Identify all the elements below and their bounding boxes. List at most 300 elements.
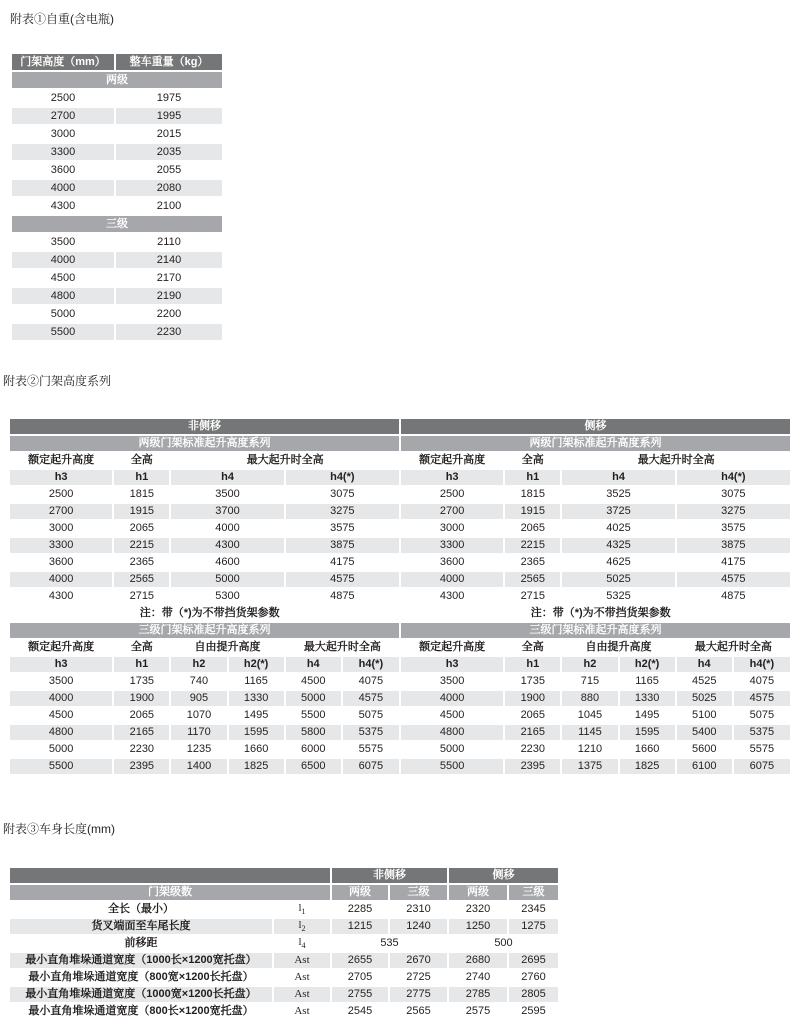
t2-data-cell: 3600 bbox=[400, 554, 504, 571]
table-row bbox=[9, 469, 791, 486]
t1-data-cell: 2015 bbox=[115, 125, 223, 143]
table-row bbox=[9, 605, 791, 622]
t2-section-header-cell: 两级门架标准起升高度系列 bbox=[400, 435, 791, 452]
t2-data-cell: 5025 bbox=[561, 571, 675, 588]
t2-data-cell: 2500 bbox=[9, 486, 113, 503]
table-row bbox=[9, 867, 559, 884]
t2-data-cell: 5325 bbox=[561, 588, 675, 605]
t3-symbol-cell: Ast bbox=[273, 952, 331, 969]
table-row bbox=[11, 143, 223, 161]
t2-data-cell: 1815 bbox=[504, 486, 561, 503]
table-row bbox=[9, 1003, 559, 1020]
table-row bbox=[11, 71, 223, 89]
t3-data-cell: 2775 bbox=[389, 986, 448, 1003]
t2-group-header-cell: 额定起升高度 bbox=[9, 639, 113, 656]
t2-data-cell: 2715 bbox=[113, 588, 170, 605]
t2-group-header-cell: 全高 bbox=[113, 452, 170, 469]
table-row bbox=[9, 622, 791, 639]
t1-data-cell: 2035 bbox=[115, 143, 223, 161]
table-row bbox=[9, 969, 559, 986]
t2-sub-header-cell: h2(*) bbox=[619, 656, 676, 673]
t2-sub-header-cell: h4(*) bbox=[676, 469, 791, 486]
t2-data-cell: 2395 bbox=[113, 758, 170, 775]
t3-data-cell: 1240 bbox=[389, 918, 448, 935]
body-length-table bbox=[8, 866, 560, 1021]
t1-data-cell: 2140 bbox=[115, 251, 223, 269]
t2-data-cell: 5575 bbox=[733, 741, 791, 758]
t3-data-cell: 2545 bbox=[331, 1003, 389, 1020]
t2-data-cell: 1165 bbox=[619, 673, 676, 690]
t2-note-cell: 注：带（*)为不带挡货架参数 bbox=[400, 605, 676, 622]
t2-data-cell: 2215 bbox=[504, 537, 561, 554]
t2-data-cell: 6100 bbox=[676, 758, 733, 775]
t2-data-cell: 3875 bbox=[285, 537, 400, 554]
t1-section-cell: 三级 bbox=[11, 215, 223, 233]
t2-data-cell: 3300 bbox=[9, 537, 113, 554]
t2-sub-header-cell: h3 bbox=[400, 469, 504, 486]
table-row bbox=[11, 215, 223, 233]
t2-data-cell: 3000 bbox=[400, 520, 504, 537]
t1-data-cell: 2055 bbox=[115, 161, 223, 179]
t3-shift-header-cell: 侧移 bbox=[448, 867, 559, 884]
t3-data-cell: 2755 bbox=[331, 986, 389, 1003]
t2-data-cell: 1170 bbox=[170, 724, 227, 741]
table-row bbox=[11, 89, 223, 107]
t2-data-cell: 3525 bbox=[561, 486, 675, 503]
t2-sub-header-cell: h4 bbox=[561, 469, 675, 486]
t2-data-cell: 1735 bbox=[113, 673, 170, 690]
t1-data-cell: 2080 bbox=[115, 179, 223, 197]
t3-data-cell: 2565 bbox=[389, 1003, 448, 1020]
t1-data-cell: 5500 bbox=[11, 323, 115, 341]
t1-data-cell: 1975 bbox=[115, 89, 223, 107]
t2-data-cell: 5000 bbox=[9, 741, 113, 758]
t2-data-cell: 3700 bbox=[170, 503, 284, 520]
t2-data-cell: 740 bbox=[170, 673, 227, 690]
t3-symbol-cell: Ast bbox=[273, 1003, 331, 1020]
t2-data-cell: 5375 bbox=[733, 724, 791, 741]
t1-data-cell: 4500 bbox=[11, 269, 115, 287]
t1-data-cell: 4000 bbox=[11, 179, 115, 197]
t2-sub-header-cell: h3 bbox=[9, 469, 113, 486]
t2-sub-header-cell: h4(*) bbox=[342, 656, 400, 673]
t2-empty-cell bbox=[285, 605, 342, 622]
t1-data-cell: 2700 bbox=[11, 107, 115, 125]
t3-data-cell: 500 bbox=[448, 935, 559, 952]
t2-group-header-cell: 额定起升高度 bbox=[400, 639, 504, 656]
table-row bbox=[9, 452, 791, 469]
table-row bbox=[11, 323, 223, 341]
t2-group-header-cell: 最大起升时全高 bbox=[676, 639, 791, 656]
table2-title: 附表②门架高度系列 bbox=[3, 374, 112, 388]
t3-symbol-cell: Ast bbox=[273, 969, 331, 986]
t3-data-cell: 2785 bbox=[448, 986, 508, 1003]
t1-data-cell: 2110 bbox=[115, 233, 223, 251]
t2-data-cell: 1235 bbox=[170, 741, 227, 758]
t2-data-cell: 4500 bbox=[400, 707, 504, 724]
t2-group-header-cell: 最大起升时全高 bbox=[561, 452, 791, 469]
t3-symbol-cell: $l_4$ bbox=[273, 935, 331, 952]
t3-corner-cell bbox=[9, 867, 331, 884]
t2-group-header-cell: 自由提升高度 bbox=[170, 639, 284, 656]
t3-stage-header-cell: 两级 bbox=[331, 884, 389, 901]
t2-group-header-cell: 全高 bbox=[504, 639, 561, 656]
table-row bbox=[9, 554, 791, 571]
t2-data-cell: 4175 bbox=[676, 554, 791, 571]
t2-data-cell: 4575 bbox=[676, 571, 791, 588]
table-row bbox=[9, 952, 559, 969]
t2-data-cell: 4625 bbox=[561, 554, 675, 571]
table1-title: 附表①自重(含电瓶) bbox=[10, 12, 114, 26]
t2-data-cell: 5025 bbox=[676, 690, 733, 707]
table-row bbox=[11, 269, 223, 287]
t2-group-header-cell: 最大起升时全高 bbox=[285, 639, 400, 656]
t1-data-cell: 1995 bbox=[115, 107, 223, 125]
t2-section-header-cell: 三级门架标准起升高度系列 bbox=[9, 622, 400, 639]
t2-data-cell: 4800 bbox=[9, 724, 113, 741]
t2-empty-cell bbox=[733, 605, 791, 622]
t3-symbol-cell: Ast bbox=[273, 986, 331, 1003]
t3-symbol-cell: $l_1$ bbox=[273, 901, 331, 918]
t2-sub-header-cell: h4(*) bbox=[285, 469, 400, 486]
t2-data-cell: 905 bbox=[170, 690, 227, 707]
t1-data-cell: 4000 bbox=[11, 251, 115, 269]
t2-data-cell: 4000 bbox=[400, 690, 504, 707]
t2-data-cell: 1210 bbox=[561, 741, 618, 758]
t2-section-header-cell: 两级门架标准起升高度系列 bbox=[9, 435, 400, 452]
t1-header-cell: 门架高度（mm） bbox=[11, 53, 115, 71]
t3-stage-header-cell: 三级 bbox=[389, 884, 448, 901]
t2-data-cell: 5600 bbox=[676, 741, 733, 758]
t2-data-cell: 5500 bbox=[400, 758, 504, 775]
t2-data-cell: 2700 bbox=[9, 503, 113, 520]
t2-data-cell: 4800 bbox=[400, 724, 504, 741]
t2-data-cell: 4075 bbox=[733, 673, 791, 690]
t2-sub-header-cell: h3 bbox=[400, 656, 504, 673]
t3-row-label-cell: 最小直角堆垛通道宽度（1000宽×1200长托盘） bbox=[9, 986, 273, 1003]
t2-data-cell: 1165 bbox=[228, 673, 285, 690]
table-row bbox=[9, 486, 791, 503]
t2-data-cell: 2565 bbox=[113, 571, 170, 588]
t2-data-cell: 4525 bbox=[676, 673, 733, 690]
t2-data-cell: 5375 bbox=[342, 724, 400, 741]
t3-data-cell: 2725 bbox=[389, 969, 448, 986]
t1-data-cell: 2190 bbox=[115, 287, 223, 305]
t2-data-cell: 5000 bbox=[400, 741, 504, 758]
t2-data-cell: 1815 bbox=[113, 486, 170, 503]
t2-sub-header-cell: h4(*) bbox=[733, 656, 791, 673]
t1-header-cell: 整车重量（kg） bbox=[115, 53, 223, 71]
t2-note-cell: 注：带（*)为不带挡货架参数 bbox=[9, 605, 285, 622]
t2-data-cell: 4300 bbox=[170, 537, 284, 554]
t2-sub-header-cell: h2(*) bbox=[228, 656, 285, 673]
t2-group-header-cell: 额定起升高度 bbox=[400, 452, 504, 469]
table-row bbox=[9, 918, 559, 935]
t2-sub-header-cell: h1 bbox=[113, 469, 170, 486]
t2-data-cell: 4025 bbox=[561, 520, 675, 537]
table-row bbox=[9, 690, 791, 707]
t2-data-cell: 5100 bbox=[676, 707, 733, 724]
t2-data-cell: 3275 bbox=[676, 503, 791, 520]
t3-data-cell: 2805 bbox=[508, 986, 559, 1003]
t2-group-header-cell: 自由提升高度 bbox=[561, 639, 675, 656]
t3-data-cell: 2695 bbox=[508, 952, 559, 969]
t2-data-cell: 3500 bbox=[400, 673, 504, 690]
t2-sub-header-cell: h1 bbox=[504, 656, 561, 673]
t2-data-cell: 1900 bbox=[113, 690, 170, 707]
t2-data-cell: 1045 bbox=[561, 707, 618, 724]
t2-data-cell: 1825 bbox=[619, 758, 676, 775]
table-row bbox=[11, 53, 223, 71]
t2-sub-header-cell: h2 bbox=[561, 656, 618, 673]
t2-data-cell: 2065 bbox=[113, 707, 170, 724]
t2-data-cell: 5000 bbox=[170, 571, 284, 588]
t2-sub-header-cell: h1 bbox=[113, 656, 170, 673]
t2-data-cell: 4575 bbox=[342, 690, 400, 707]
t2-data-cell: 1595 bbox=[619, 724, 676, 741]
table-row bbox=[9, 707, 791, 724]
t2-data-cell: 6500 bbox=[285, 758, 342, 775]
table-row bbox=[9, 884, 559, 901]
t1-data-cell: 3300 bbox=[11, 143, 115, 161]
t2-data-cell: 1825 bbox=[228, 758, 285, 775]
t2-data-cell: 1595 bbox=[228, 724, 285, 741]
t3-data-cell: 2705 bbox=[331, 969, 389, 986]
t3-data-cell: 2345 bbox=[508, 901, 559, 918]
t3-data-cell: 2760 bbox=[508, 969, 559, 986]
table-row bbox=[9, 724, 791, 741]
t2-data-cell: 5400 bbox=[676, 724, 733, 741]
t2-data-cell: 3575 bbox=[676, 520, 791, 537]
t2-data-cell: 2165 bbox=[113, 724, 170, 741]
t2-sub-header-cell: h3 bbox=[9, 656, 113, 673]
t2-data-cell: 3575 bbox=[285, 520, 400, 537]
table-row bbox=[11, 197, 223, 215]
t2-data-cell: 4000 bbox=[400, 571, 504, 588]
table-row bbox=[9, 503, 791, 520]
table-row bbox=[9, 639, 791, 656]
t2-data-cell: 1735 bbox=[504, 673, 561, 690]
t2-data-cell: 715 bbox=[561, 673, 618, 690]
t2-data-cell: 2065 bbox=[504, 707, 561, 724]
t2-data-cell: 5000 bbox=[285, 690, 342, 707]
t3-mast-header-cell: 门架级数 bbox=[9, 884, 331, 901]
t2-data-cell: 4175 bbox=[285, 554, 400, 571]
t1-data-cell: 4800 bbox=[11, 287, 115, 305]
table-row bbox=[11, 179, 223, 197]
t1-section-cell: 两级 bbox=[11, 71, 223, 89]
table-row bbox=[9, 537, 791, 554]
t2-data-cell: 2165 bbox=[504, 724, 561, 741]
t3-data-cell: 1215 bbox=[331, 918, 389, 935]
t2-data-cell: 3275 bbox=[285, 503, 400, 520]
t2-data-cell: 3500 bbox=[170, 486, 284, 503]
t2-data-cell: 4300 bbox=[9, 588, 113, 605]
t2-sub-header-cell: h4 bbox=[285, 656, 342, 673]
table-row bbox=[9, 741, 791, 758]
t3-data-cell: 2670 bbox=[389, 952, 448, 969]
table-row bbox=[11, 233, 223, 251]
t2-data-cell: 1900 bbox=[504, 690, 561, 707]
t2-sub-header-cell: h4 bbox=[170, 469, 284, 486]
table-row bbox=[9, 986, 559, 1003]
table3-title: 附表③车身长度(mm) bbox=[3, 822, 115, 836]
table-row bbox=[11, 305, 223, 323]
t2-data-cell: 4075 bbox=[342, 673, 400, 690]
t3-row-label-cell: 最小直角堆垛通道宽度（800长×1200宽托盘） bbox=[9, 1003, 273, 1020]
t3-row-label-cell: 前移距 bbox=[9, 935, 273, 952]
t2-data-cell: 3725 bbox=[561, 503, 675, 520]
t1-data-cell: 3000 bbox=[11, 125, 115, 143]
t2-shift-header-cell: 非侧移 bbox=[9, 418, 400, 435]
t2-data-cell: 5500 bbox=[9, 758, 113, 775]
t2-data-cell: 6000 bbox=[285, 741, 342, 758]
t2-data-cell: 1070 bbox=[170, 707, 227, 724]
t2-data-cell: 5800 bbox=[285, 724, 342, 741]
t2-data-cell: 5075 bbox=[342, 707, 400, 724]
t3-data-cell: 1275 bbox=[508, 918, 559, 935]
t2-data-cell: 3600 bbox=[9, 554, 113, 571]
t3-data-cell: 2595 bbox=[508, 1003, 559, 1020]
t2-group-header-cell: 全高 bbox=[113, 639, 170, 656]
t2-shift-header-cell: 侧移 bbox=[400, 418, 791, 435]
t2-data-cell: 3875 bbox=[676, 537, 791, 554]
t2-data-cell: 3075 bbox=[285, 486, 400, 503]
t2-data-cell: 3075 bbox=[676, 486, 791, 503]
t2-group-header-cell: 最大起升时全高 bbox=[170, 452, 400, 469]
t3-data-cell: 2285 bbox=[331, 901, 389, 918]
t1-data-cell: 2200 bbox=[115, 305, 223, 323]
t2-data-cell: 4575 bbox=[733, 690, 791, 707]
t2-data-cell: 1915 bbox=[113, 503, 170, 520]
t2-data-cell: 4575 bbox=[285, 571, 400, 588]
t2-data-cell: 4300 bbox=[400, 588, 504, 605]
table-row bbox=[9, 656, 791, 673]
table-row bbox=[9, 435, 791, 452]
t2-data-cell: 1660 bbox=[619, 741, 676, 758]
t3-data-cell: 535 bbox=[331, 935, 448, 952]
t2-data-cell: 1330 bbox=[228, 690, 285, 707]
t3-row-label-cell: 货叉端面至车尾长度 bbox=[9, 918, 273, 935]
t2-data-cell: 4500 bbox=[9, 707, 113, 724]
table-row bbox=[9, 418, 791, 435]
t3-data-cell: 1250 bbox=[448, 918, 508, 935]
t2-section-header-cell: 三级门架标准起升高度系列 bbox=[400, 622, 791, 639]
t2-data-cell: 4875 bbox=[285, 588, 400, 605]
t2-data-cell: 4000 bbox=[9, 690, 113, 707]
t3-symbol-cell: $l_2$ bbox=[273, 918, 331, 935]
table-row bbox=[11, 125, 223, 143]
t3-data-cell: 2310 bbox=[389, 901, 448, 918]
t2-data-cell: 1495 bbox=[228, 707, 285, 724]
weight-table bbox=[10, 52, 224, 342]
t2-group-header-cell: 全高 bbox=[504, 452, 561, 469]
t3-data-cell: 2680 bbox=[448, 952, 508, 969]
t1-data-cell: 3600 bbox=[11, 161, 115, 179]
t2-empty-cell bbox=[676, 605, 733, 622]
table-row bbox=[9, 571, 791, 588]
t3-stage-header-cell: 两级 bbox=[448, 884, 508, 901]
t1-data-cell: 5000 bbox=[11, 305, 115, 323]
t2-data-cell: 1660 bbox=[228, 741, 285, 758]
t2-data-cell: 2565 bbox=[504, 571, 561, 588]
t3-data-cell: 2655 bbox=[331, 952, 389, 969]
t3-row-label-cell: 最小直角堆垛通道宽度（800宽×1200长托盘） bbox=[9, 969, 273, 986]
table-row bbox=[11, 161, 223, 179]
table-row bbox=[9, 520, 791, 537]
t2-sub-header-cell: h2 bbox=[170, 656, 227, 673]
t2-data-cell: 5075 bbox=[733, 707, 791, 724]
t3-shift-header-cell: 非侧移 bbox=[331, 867, 448, 884]
t2-data-cell: 4875 bbox=[676, 588, 791, 605]
t2-data-cell: 2065 bbox=[504, 520, 561, 537]
t2-data-cell: 2065 bbox=[113, 520, 170, 537]
table-row bbox=[11, 251, 223, 269]
t2-data-cell: 4325 bbox=[561, 537, 675, 554]
t2-data-cell: 4000 bbox=[170, 520, 284, 537]
t1-data-cell: 2100 bbox=[115, 197, 223, 215]
table-row bbox=[9, 901, 559, 918]
t2-data-cell: 2500 bbox=[400, 486, 504, 503]
t1-data-cell: 2230 bbox=[115, 323, 223, 341]
t2-data-cell: 1330 bbox=[619, 690, 676, 707]
t2-data-cell: 1915 bbox=[504, 503, 561, 520]
t2-data-cell: 1400 bbox=[170, 758, 227, 775]
t2-data-cell: 2365 bbox=[113, 554, 170, 571]
t3-row-label-cell: 全长（最小） bbox=[9, 901, 273, 918]
t3-data-cell: 2575 bbox=[448, 1003, 508, 1020]
t2-data-cell: 2230 bbox=[113, 741, 170, 758]
t2-group-header-cell: 额定起升高度 bbox=[9, 452, 113, 469]
table-row bbox=[9, 758, 791, 775]
t3-stage-header-cell: 三级 bbox=[508, 884, 559, 901]
t2-data-cell: 2395 bbox=[504, 758, 561, 775]
t2-empty-cell bbox=[342, 605, 400, 622]
t2-sub-header-cell: h1 bbox=[504, 469, 561, 486]
table-row bbox=[11, 287, 223, 305]
t2-data-cell: 4500 bbox=[285, 673, 342, 690]
t1-data-cell: 4300 bbox=[11, 197, 115, 215]
t2-data-cell: 3000 bbox=[9, 520, 113, 537]
t2-data-cell: 6075 bbox=[733, 758, 791, 775]
t2-data-cell: 2700 bbox=[400, 503, 504, 520]
t3-row-label-cell: 最小直角堆垛通道宽度（1000长×1200宽托盘） bbox=[9, 952, 273, 969]
table-row bbox=[9, 935, 559, 952]
t2-data-cell: 4600 bbox=[170, 554, 284, 571]
t1-data-cell: 2170 bbox=[115, 269, 223, 287]
t2-data-cell: 5500 bbox=[285, 707, 342, 724]
t2-data-cell: 3300 bbox=[400, 537, 504, 554]
t2-data-cell: 5300 bbox=[170, 588, 284, 605]
mast-height-table bbox=[8, 417, 792, 776]
table-row bbox=[9, 588, 791, 605]
t2-data-cell: 1495 bbox=[619, 707, 676, 724]
table-row bbox=[9, 673, 791, 690]
t2-data-cell: 2365 bbox=[504, 554, 561, 571]
t1-data-cell: 3500 bbox=[11, 233, 115, 251]
t2-data-cell: 2715 bbox=[504, 588, 561, 605]
t2-data-cell: 1145 bbox=[561, 724, 618, 741]
t2-sub-header-cell: h4 bbox=[676, 656, 733, 673]
t2-data-cell: 5575 bbox=[342, 741, 400, 758]
t1-data-cell: 2500 bbox=[11, 89, 115, 107]
t3-data-cell: 2320 bbox=[448, 901, 508, 918]
t2-data-cell: 2230 bbox=[504, 741, 561, 758]
t2-data-cell: 880 bbox=[561, 690, 618, 707]
t2-data-cell: 6075 bbox=[342, 758, 400, 775]
t3-data-cell: 2740 bbox=[448, 969, 508, 986]
t2-data-cell: 3500 bbox=[9, 673, 113, 690]
